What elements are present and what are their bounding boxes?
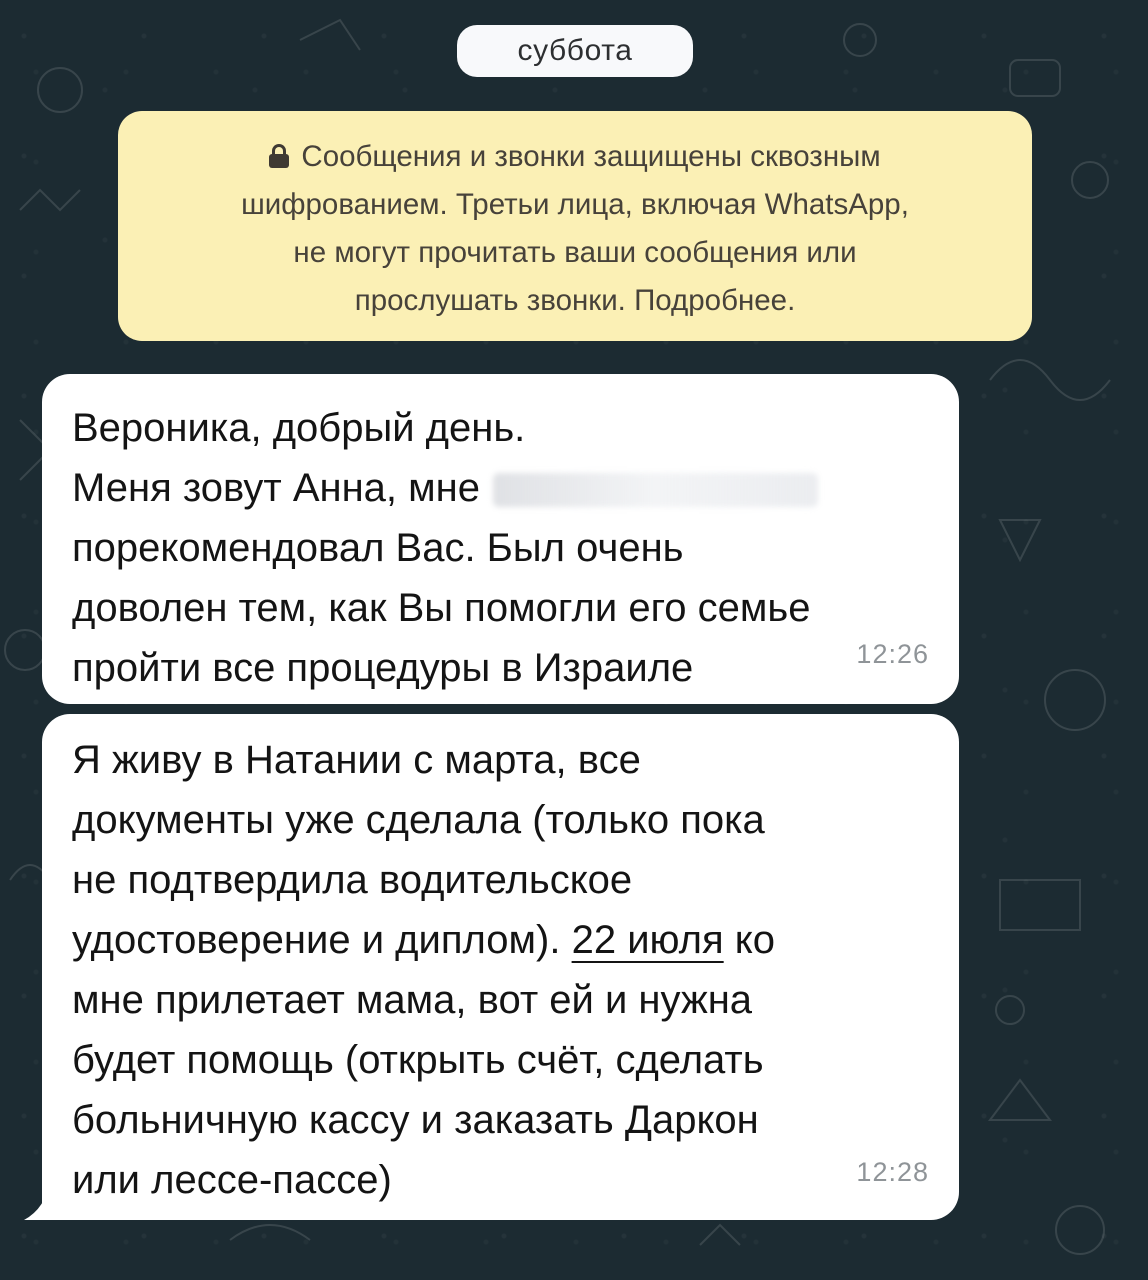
day-separator xyxy=(457,25,693,77)
notice-line: прослушать звонки. Подробнее. xyxy=(354,284,796,317)
message-time: 12:26 xyxy=(856,639,929,669)
notice-line: Сообщения и звонки защищены сквозным xyxy=(158,133,992,181)
bubble-tail xyxy=(24,1180,64,1220)
notice-line: шифрованием. Третьи лица, включая WhatsApp, xyxy=(241,188,909,221)
message-time: 12:28 xyxy=(856,1157,929,1187)
notice-line: не могут прочитать ваши сообщения или xyxy=(293,236,857,269)
message-text: Я живу в Натании с марта, все документы уже сделала (только пока не подтвердила водительское удостоверение и диплом). 22 июля ко мне прилетает мама, вот ей и нужна будет помощь (открыть счёт, сделать больничную кассу и заказать Даркон или лессе-пассе) xyxy=(72,738,775,1202)
message-text: Вероника, добрый день. Меня зовут Анна, мне порекомендовал Вас. Был очень доволен тем, как Вы помогли его семье пройти все процедуры в Израиле xyxy=(72,398,929,698)
encryption-notice[interactable] xyxy=(118,111,1032,341)
incoming-message[interactable] xyxy=(42,714,959,1220)
lock-icon xyxy=(269,144,289,168)
incoming-message[interactable] xyxy=(42,374,959,704)
day-separator-label: суббота xyxy=(517,34,633,67)
date-link[interactable]: 22 июля xyxy=(571,918,724,962)
blurred-name xyxy=(493,473,818,507)
